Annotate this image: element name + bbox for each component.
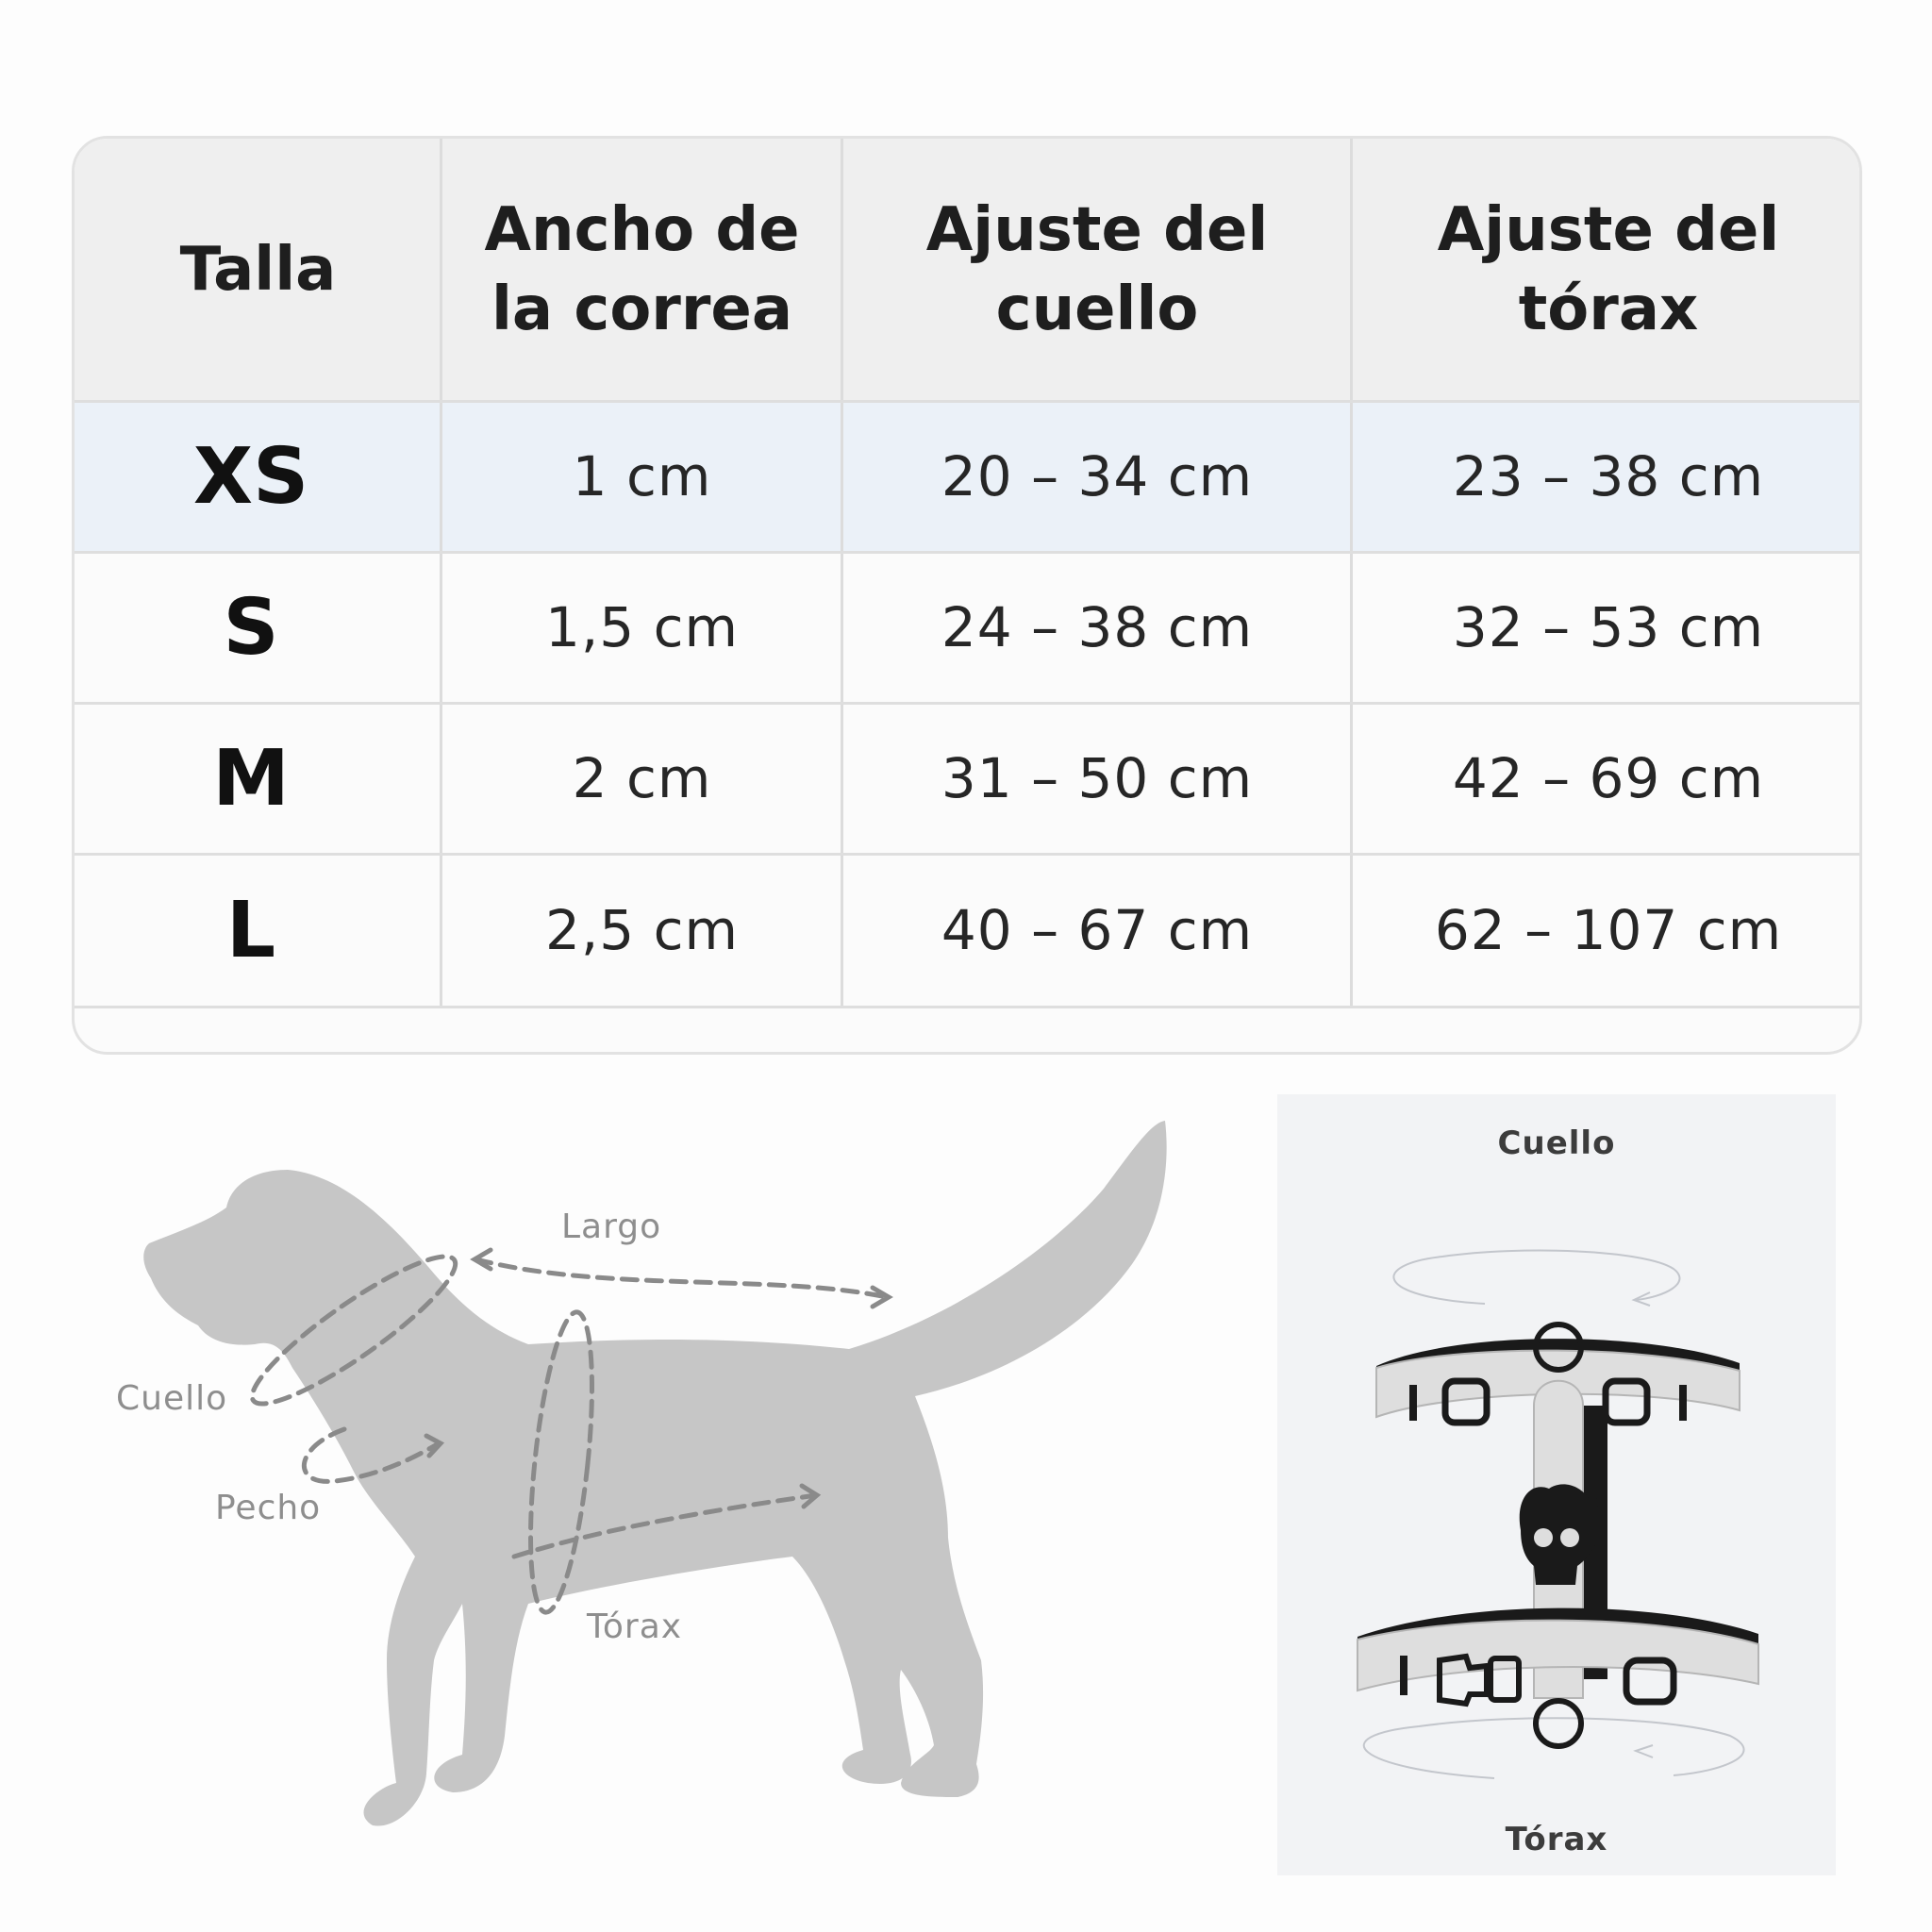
header-torax-line2: tórax xyxy=(1518,275,1699,344)
header-torax-line1: Ajuste del xyxy=(1437,195,1780,265)
size-cell: M xyxy=(212,733,290,824)
size-cell: L xyxy=(225,885,276,975)
size-table xyxy=(72,136,1862,1055)
harness-diagram-panel xyxy=(1277,1094,1836,1875)
harness-label-torax: Tórax xyxy=(1505,1821,1608,1858)
table-header-row xyxy=(75,139,1859,401)
width-cell: 1,5 cm xyxy=(544,595,740,659)
neck-cell: 31 – 50 cm xyxy=(941,746,1254,810)
table-row xyxy=(75,854,1859,1007)
row-divider xyxy=(75,400,1859,403)
size-cell: S xyxy=(223,582,279,673)
row-divider xyxy=(75,1006,1859,1008)
chest-cell: 32 – 53 cm xyxy=(1452,595,1765,659)
header-ancho-line1: Ancho de xyxy=(484,195,800,265)
table-row xyxy=(75,703,1859,854)
neck-cell: 20 – 34 cm xyxy=(941,444,1254,508)
dog-measurement-diagram xyxy=(94,1113,1208,1849)
header-ajuste-torax xyxy=(1352,139,1862,401)
row-divider xyxy=(75,702,1859,705)
neck-rotation-guide xyxy=(1393,1251,1679,1304)
harness-label-cuello: Cuello xyxy=(1497,1124,1616,1162)
header-cuello-line1: Ajuste del xyxy=(925,195,1269,265)
row-divider xyxy=(75,551,1859,554)
label-torax: Tórax xyxy=(587,1607,683,1646)
neck-cell: 24 – 38 cm xyxy=(941,595,1254,659)
header-ancho-line2: la correa xyxy=(491,275,793,344)
table-row xyxy=(75,552,1859,703)
width-cell: 2 cm xyxy=(572,746,712,810)
header-talla xyxy=(75,139,441,401)
neck-cell: 40 – 67 cm xyxy=(941,898,1254,962)
column-divider xyxy=(841,139,843,1007)
label-pecho: Pecho xyxy=(215,1489,322,1527)
header-ajuste-cuello xyxy=(842,139,1352,401)
row-divider xyxy=(75,853,1859,856)
header-talla-text: Talla xyxy=(179,235,337,305)
column-divider xyxy=(1350,139,1353,1007)
table-row xyxy=(75,401,1859,552)
width-cell: 1 cm xyxy=(572,444,712,508)
chest-cell: 42 – 69 cm xyxy=(1452,746,1765,810)
header-cuello-line2: cuello xyxy=(995,275,1199,344)
label-cuello: Cuello xyxy=(116,1379,228,1418)
chest-cell: 62 – 107 cm xyxy=(1434,898,1783,962)
length-measure-line xyxy=(476,1259,887,1297)
chest-cell: 23 – 38 cm xyxy=(1452,444,1765,508)
width-cell: 2,5 cm xyxy=(544,898,740,962)
size-cell: XS xyxy=(192,431,309,522)
label-largo: Largo xyxy=(561,1208,662,1246)
column-divider xyxy=(440,139,442,1007)
harness-illustration xyxy=(1277,1094,1836,1875)
header-ancho-correa xyxy=(441,139,842,401)
